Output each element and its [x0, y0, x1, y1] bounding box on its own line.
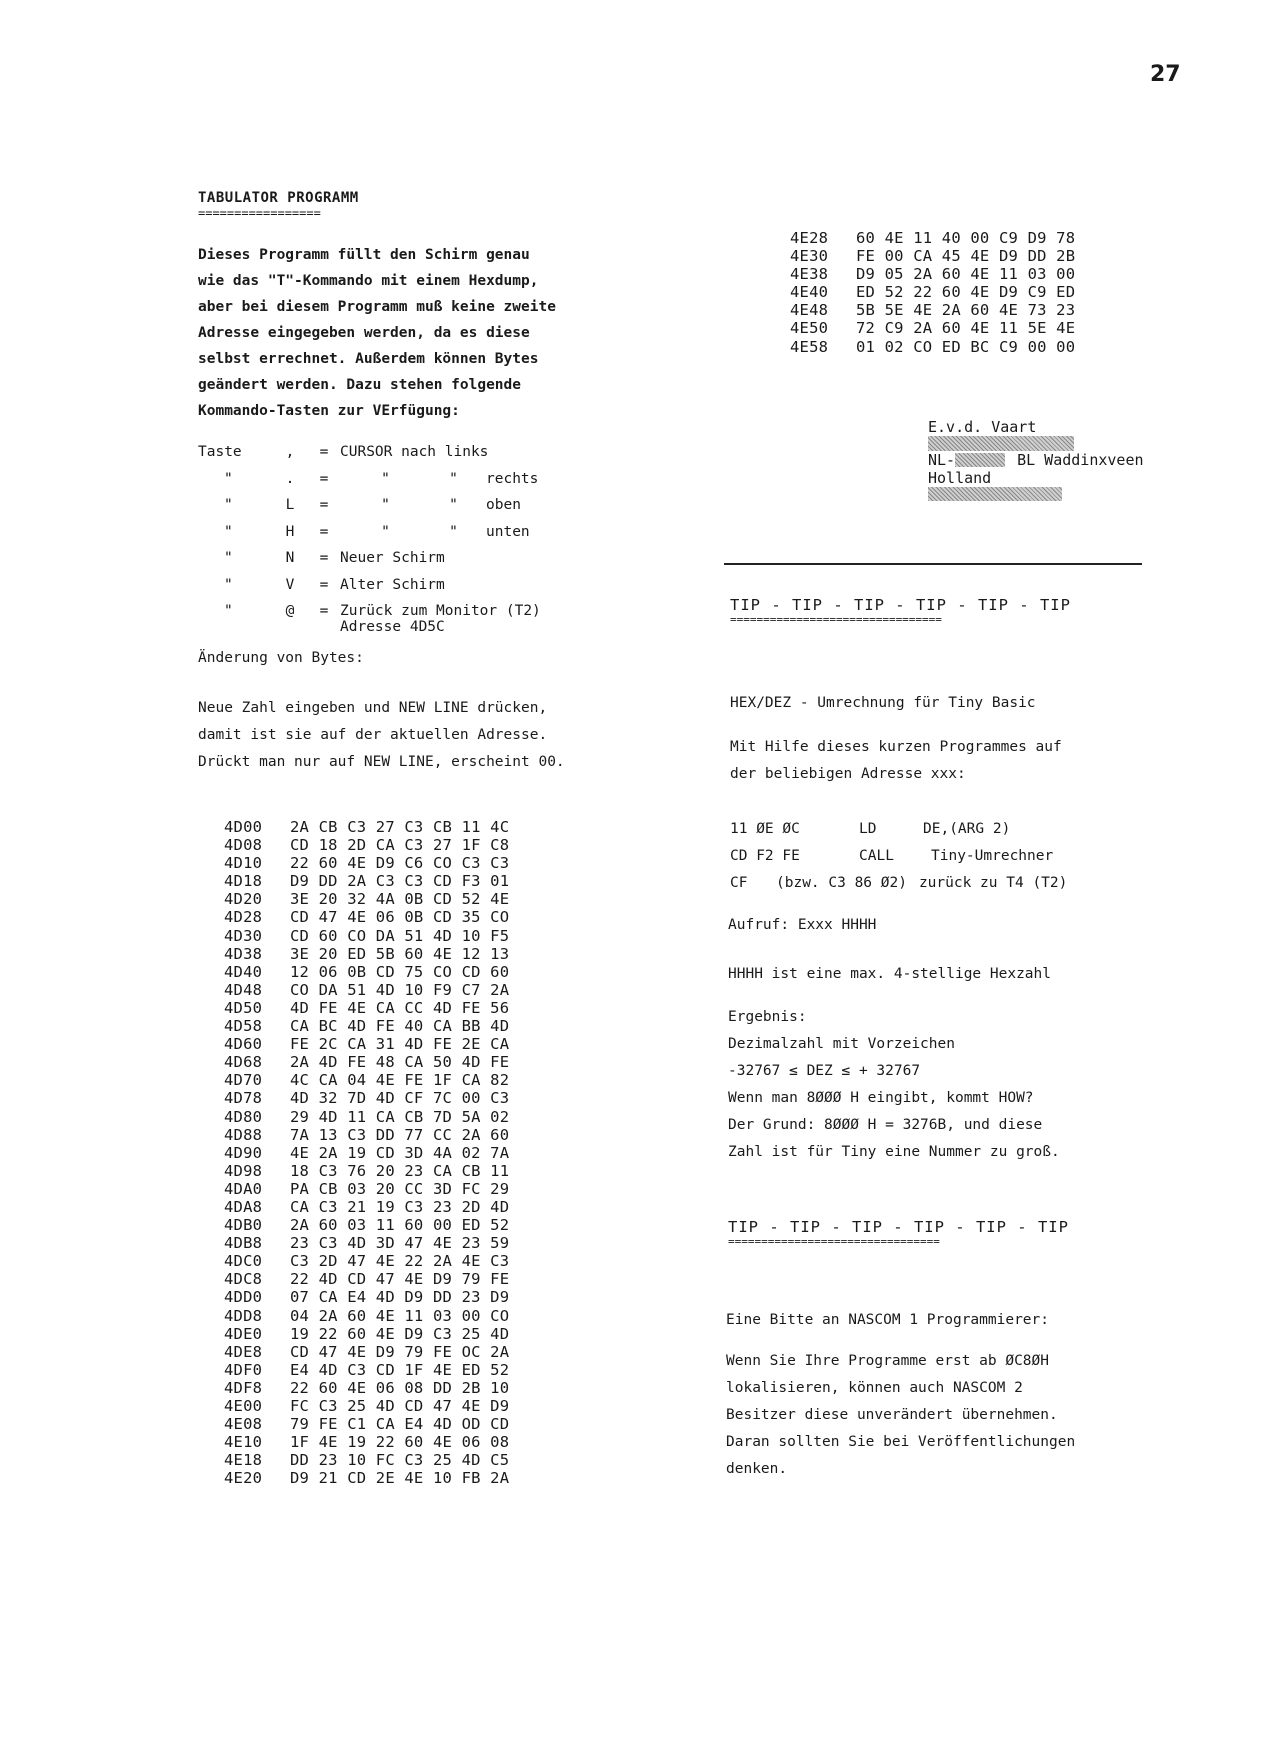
hex-dez-heading: HEX/DEZ - Umrechnung für Tiny Basic — [730, 695, 1036, 711]
key-desc: CURSOR nach links — [340, 444, 489, 460]
code-listing — [730, 816, 1067, 897]
key-desc: rechts — [486, 470, 539, 487]
author-signature — [928, 418, 1144, 501]
redaction-line — [928, 487, 1144, 501]
ditto-mark: " — [381, 523, 390, 540]
hexdump-row — [224, 981, 688, 999]
hex-bytes: 12 06 0B CD 75 CO CD 60 — [290, 962, 510, 981]
hex-address: 4E28 — [790, 229, 829, 247]
hexdump-row — [224, 1162, 688, 1180]
hex-bytes: 01 02 CO ED BC C9 00 00 — [856, 337, 1076, 356]
hex-bytes: 4D 32 7D 4D CF 7C 00 C3 — [290, 1089, 510, 1108]
listing-op: LD — [859, 821, 877, 837]
hex-address: 4E08 — [224, 1415, 263, 1434]
tip-banner — [730, 596, 1071, 626]
hex-bytes: 60 4E 11 40 00 C9 D9 78 — [856, 229, 1076, 247]
redacted-postcode — [955, 453, 1005, 467]
hexdump-row — [224, 1089, 688, 1107]
intro-line: geändert werden. Dazu stehen folgende — [198, 377, 522, 393]
ditto-mark: " — [449, 470, 458, 487]
address-line — [928, 451, 1144, 469]
hex-bytes: 22 60 4E 06 08 DD 2B 10 — [290, 1378, 510, 1397]
hexdump-row — [224, 1017, 688, 1035]
hexdump-row — [224, 1397, 688, 1415]
hex-address: 4E40 — [790, 283, 829, 302]
intro-line: Mit Hilfe dieses kurzen Programmes auf — [730, 739, 1062, 755]
hex-bytes: CA BC 4D FE 40 CA BB 4D — [290, 1017, 510, 1036]
hex-address: 4DD8 — [224, 1306, 263, 1325]
hex-address: 4E30 — [790, 247, 829, 266]
hex-bytes: D9 05 2A 60 4E 11 03 00 — [856, 265, 1076, 284]
hexdump-row — [224, 1252, 688, 1270]
hex-address: 4E48 — [790, 301, 829, 320]
hex-address: 4E50 — [790, 319, 829, 338]
listing-arg: zurück zu T4 (T2) — [918, 875, 1068, 891]
hex-address: 4DF8 — [224, 1378, 263, 1397]
key-desc-line: Zurück zum Monitor (T2) — [340, 603, 541, 619]
key-eq: = — [319, 576, 329, 593]
hex-address: 4D60 — [224, 1035, 263, 1054]
change-heading: Änderung von Bytes: — [198, 650, 364, 666]
hex-address: 4DC0 — [224, 1252, 263, 1271]
redacted-block — [928, 487, 1062, 501]
hexdump-row — [224, 945, 688, 963]
key-char: , — [285, 444, 295, 460]
hexdump-row — [790, 301, 1075, 319]
key-char: H — [285, 523, 295, 540]
ditto-mark: " — [224, 523, 233, 540]
hexdump-row — [224, 1198, 688, 1216]
hexdump-row — [224, 1343, 688, 1361]
hex-address: 4E00 — [224, 1397, 263, 1415]
ergebnis-heading: Ergebnis: — [728, 1009, 807, 1025]
hex-address: 4E20 — [224, 1469, 263, 1488]
hex-bytes: 79 FE C1 CA E4 4D OD CD — [290, 1415, 510, 1434]
bitte-line: Besitzer diese unverändert übernehmen. — [726, 1407, 1058, 1423]
hex-bytes: 1F 4E 19 22 60 4E 06 08 — [290, 1433, 510, 1452]
hexdump-row — [224, 999, 688, 1017]
hex-bytes: 07 CA E4 4D D9 DD 23 D9 — [290, 1288, 510, 1307]
key-desc: unten — [486, 523, 530, 540]
key-eq: = — [319, 444, 329, 460]
hex-bytes: 3E 20 ED 5B 60 4E 12 13 — [290, 944, 510, 963]
hexdump-row — [224, 1071, 688, 1089]
key-desc: Alter Schirm — [340, 576, 445, 593]
hexdump-row — [790, 229, 1075, 247]
hex-bytes: CO DA 51 4D 10 F9 C7 2A — [290, 980, 510, 999]
hex-address: 4D18 — [224, 872, 263, 891]
intro-line: aber bei diesem Programm muß keine zweite — [198, 299, 556, 315]
hex-address: 4DB0 — [224, 1216, 263, 1235]
tip-title: TIP - TIP - TIP - TIP - TIP - TIP — [728, 1218, 1069, 1236]
key-row — [198, 524, 688, 551]
hexdump-row — [224, 854, 688, 872]
intro-line: wie das "T"-Kommando mit einem Hexdump, — [198, 273, 539, 289]
hexdump-row — [224, 872, 688, 890]
ergebnis-line: Wenn man 8ØØØ H eingibt, kommt HOW? — [728, 1090, 1034, 1106]
hex-bytes: 7A 13 C3 DD 77 CC 2A 60 — [290, 1125, 510, 1144]
hexdump-row — [224, 1108, 688, 1126]
hex-address: 4DE0 — [224, 1324, 263, 1343]
hex-bytes: 22 4D CD 47 4E D9 79 FE — [290, 1270, 510, 1289]
key-char: . — [285, 470, 295, 487]
hex-address: 4D48 — [224, 980, 263, 999]
hex-address: 4DB8 — [224, 1234, 263, 1253]
hex-bytes: 72 C9 2A 60 4E 11 5E 4E — [856, 319, 1076, 338]
ergebnis-line: Zahl ist für Tiny eine Nummer zu groß. — [728, 1144, 1060, 1160]
hex-bytes: CD 18 2D CA C3 27 1F C8 — [290, 836, 510, 855]
ditto-mark: " — [224, 497, 233, 513]
listing-row — [730, 843, 1067, 870]
bitte-line: Daran sollten Sie bei Veröffentlichungen — [726, 1434, 1076, 1450]
hex-address: 4DA8 — [224, 1197, 263, 1216]
title-underline: ================= — [198, 206, 321, 220]
intro-line: der beliebigen Adresse xxx: — [730, 766, 966, 782]
hex-bytes: 18 C3 76 20 23 CA CB 11 — [290, 1161, 510, 1180]
hexdump-row — [790, 338, 1075, 356]
hexdump-row — [224, 1270, 688, 1288]
hexdump-row — [224, 1361, 688, 1379]
listing-op: CALL — [859, 848, 894, 864]
key-eq: = — [319, 497, 329, 513]
ditto-mark: " — [381, 470, 390, 487]
hexdump-row — [224, 1144, 688, 1162]
hexdump-row — [224, 1180, 688, 1198]
hexdump-row — [224, 908, 688, 926]
redaction-line — [928, 436, 1144, 451]
bitte-paragraph — [726, 1348, 1075, 1483]
hexdump-left — [224, 818, 688, 1487]
ditto-mark: " — [224, 603, 233, 619]
hex-bytes: FC C3 25 4D CD 47 4E D9 — [290, 1397, 510, 1415]
divider-line — [724, 563, 1142, 565]
ditto-mark: " — [224, 470, 233, 487]
key-row — [198, 550, 688, 577]
hexdump-row — [224, 1307, 688, 1325]
hexdump-row — [224, 836, 688, 854]
ditto-mark: " — [224, 576, 233, 593]
hexdump-row — [790, 283, 1075, 301]
key-char: @ — [285, 603, 295, 619]
key-desc — [340, 603, 541, 635]
aufruf-line: Aufruf: Exxx HHHH — [728, 917, 877, 933]
ergebnis-line: -32767 ≤ DEZ ≤ + 32767 — [728, 1063, 921, 1079]
intro-paragraph — [198, 242, 688, 424]
hex-bytes: 4D FE 4E CA CC 4D FE 56 — [290, 998, 510, 1017]
hexdump-row — [790, 265, 1075, 283]
hexdump-row — [224, 1234, 688, 1252]
hex-address: 4DA0 — [224, 1179, 263, 1198]
key-row — [198, 577, 688, 604]
ergebnis-line: Dezimalzahl mit Vorzeichen — [728, 1036, 955, 1052]
redacted-block — [928, 436, 1074, 451]
section-title: TABULATOR PROGRAMM — [198, 190, 359, 206]
hex-bytes: 04 2A 60 4E 11 03 00 CO — [290, 1306, 510, 1325]
hex-bytes: CD 47 4E 06 0B CD 35 CO — [290, 908, 510, 927]
hex-bytes: C3 2D 47 4E 22 2A 4E C3 — [290, 1252, 510, 1271]
hex-dez-intro — [730, 734, 1062, 788]
hex-bytes: 4E 2A 19 CD 3D 4A 02 7A — [290, 1143, 510, 1162]
ditto-mark: " — [381, 497, 390, 513]
hexdump-row — [790, 247, 1075, 265]
hex-bytes: FE 00 CA 45 4E D9 DD 2B — [856, 247, 1076, 266]
intro-line: Kommando-Tasten zur VErfügung: — [198, 403, 460, 419]
key-char: N — [285, 550, 295, 566]
listing-row — [730, 870, 1067, 897]
tip-underline: ================================ — [730, 613, 942, 626]
hex-bytes: 5B 5E 4E 2A 60 4E 73 23 — [856, 301, 1076, 320]
key-eq: = — [319, 603, 329, 619]
key-eq: = — [319, 470, 329, 487]
ergebnis-paragraph — [728, 1031, 1060, 1166]
hexdump-row — [224, 963, 688, 981]
key-eq: = — [319, 523, 329, 540]
listing-arg: Tiny-Umrechner — [931, 848, 1054, 864]
hex-bytes: 23 C3 4D 3D 47 4E 23 59 — [290, 1234, 510, 1253]
hex-address: 4D20 — [224, 890, 263, 909]
hex-bytes: D9 21 CD 2E 4E 10 FB 2A — [290, 1469, 510, 1488]
tip-underline: ================================ — [728, 1235, 940, 1248]
hex-address: 4D40 — [224, 962, 263, 981]
hex-bytes: 2A 60 03 11 60 00 ED 52 — [290, 1216, 510, 1235]
change-paragraph — [198, 695, 688, 776]
hex-address: 4D38 — [224, 944, 263, 963]
hex-bytes: ED 52 22 60 4E D9 C9 ED — [856, 283, 1076, 302]
hex-address: 4D10 — [224, 854, 263, 873]
hex-bytes: 29 4D 11 CA CB 7D 5A 02 — [290, 1107, 510, 1126]
hex-bytes: PA CB 03 20 CC 3D FC 29 — [290, 1179, 510, 1198]
country: Holland — [928, 469, 992, 487]
hex-address: 4DF0 — [224, 1360, 263, 1379]
hex-address: 4E18 — [224, 1451, 263, 1470]
hex-address: 4D58 — [224, 1017, 263, 1036]
hex-bytes: FE 2C CA 31 4D FE 2E CA — [290, 1035, 510, 1054]
hex-bytes: CD 47 4E D9 79 FE OC 2A — [290, 1342, 510, 1361]
hexdump-row — [224, 1035, 688, 1053]
bitte-line: Wenn Sie Ihre Programme erst ab ØC8ØH — [726, 1353, 1050, 1369]
hexdump-row — [224, 1053, 688, 1071]
key-label: Taste — [198, 444, 242, 460]
hex-bytes: 3E 20 32 4A 0B CD 52 4E — [290, 890, 510, 909]
key-char: V — [285, 576, 295, 593]
hexdump-row — [224, 1433, 688, 1451]
left-column — [198, 190, 688, 1487]
hex-address: 4DC8 — [224, 1270, 263, 1289]
intro-line: Adresse eingegeben werden, da es diese — [198, 325, 530, 341]
change-line: Drückt man nur auf NEW LINE, erscheint 00. — [198, 754, 565, 770]
listing-arg: DE,(ARG 2) — [923, 821, 1011, 837]
hex-address: 4E58 — [790, 337, 829, 356]
key-desc: Neuer Schirm — [340, 550, 445, 566]
hex-bytes: 2A CB C3 27 C3 CB 11 4C — [290, 818, 510, 836]
hex-bytes: CA C3 21 19 C3 23 2D 4D — [290, 1197, 510, 1216]
hex-address: 4DD0 — [224, 1288, 263, 1307]
key-row — [198, 471, 688, 498]
hexdump-row — [224, 1325, 688, 1343]
tip-title: TIP - TIP - TIP - TIP - TIP - TIP — [730, 596, 1071, 614]
tip-banner-2 — [728, 1218, 1069, 1248]
hex-address: 4D68 — [224, 1053, 263, 1072]
hex-bytes: 19 22 60 4E D9 C3 25 4D — [290, 1324, 510, 1343]
hhhh-line: HHHH ist eine max. 4-stellige Hexzahl — [728, 966, 1052, 982]
hexdump-row — [224, 1415, 688, 1433]
listing-code: 11 ØE ØC — [730, 821, 800, 837]
hex-address: 4D78 — [224, 1089, 263, 1108]
hex-address: 4D00 — [224, 818, 263, 836]
intro-line: selbst errechnet. Außerdem können Bytes — [198, 351, 539, 367]
key-eq: = — [319, 550, 329, 566]
ditto-mark: " — [449, 523, 458, 540]
hex-address: 4D70 — [224, 1071, 263, 1090]
hexdump-row — [224, 818, 688, 836]
hex-address: 4E38 — [790, 265, 829, 284]
hexdump-row — [224, 1216, 688, 1234]
hex-bytes: DD 23 10 FC C3 25 4D C5 — [290, 1451, 510, 1470]
hexdump-row — [224, 890, 688, 908]
address-town: BL Waddinxveen — [1017, 451, 1144, 469]
hexdump-row — [224, 1288, 688, 1306]
listing-code: CD F2 FE — [730, 848, 800, 864]
hex-bytes: 22 60 4E D9 C6 CO C3 C3 — [290, 854, 510, 873]
hex-address: 4D30 — [224, 926, 263, 945]
hex-address: 4D98 — [224, 1161, 263, 1180]
hexdump-row — [224, 1126, 688, 1144]
hex-bytes: D9 DD 2A C3 C3 CD F3 01 — [290, 872, 510, 891]
hex-address: 4D88 — [224, 1125, 263, 1144]
ergebnis-line: Der Grund: 8ØØØ H = 3276B, und diese — [728, 1117, 1043, 1133]
hexdump-right — [790, 229, 1075, 356]
hex-address: 4D80 — [224, 1107, 263, 1126]
bitte-heading: Eine Bitte an NASCOM 1 Programmierer: — [726, 1312, 1050, 1328]
listing-code: CF — [730, 875, 748, 891]
key-row — [198, 603, 688, 643]
key-desc: oben — [486, 497, 521, 513]
key-desc-line: Adresse 4D5C — [340, 619, 445, 635]
key-row — [198, 444, 688, 471]
hex-address: 4D90 — [224, 1143, 263, 1162]
hex-bytes: 2A 4D FE 48 CA 50 4D FE — [290, 1053, 510, 1072]
address-prefix: NL- — [928, 451, 956, 469]
hexdump-row — [224, 927, 688, 945]
hex-bytes: CD 60 CO DA 51 4D 10 F5 — [290, 926, 510, 945]
listing-row — [730, 816, 1067, 843]
bitte-line: lokalisieren, können auch NASCOM 2 — [726, 1380, 1023, 1396]
change-line: Neue Zahl eingeben und NEW LINE drücken, — [198, 700, 548, 716]
ditto-mark: " — [449, 497, 458, 513]
hexdump-row — [224, 1379, 688, 1397]
key-table — [198, 444, 688, 643]
change-line: damit ist sie auf der aktuellen Adresse. — [198, 727, 548, 743]
hexdump-row — [224, 1469, 688, 1487]
hex-address: 4D08 — [224, 836, 263, 855]
ditto-mark: " — [224, 550, 233, 566]
hex-bytes: E4 4D C3 CD 1F 4E ED 52 — [290, 1360, 510, 1379]
hex-address: 4D28 — [224, 908, 263, 927]
hexdump-row — [790, 319, 1075, 337]
key-char: L — [285, 497, 295, 513]
hex-bytes: 4C CA 04 4E FE 1F CA 82 — [290, 1071, 510, 1090]
author-name: E.v.d. Vaart — [928, 418, 1037, 436]
hexdump-row — [224, 1451, 688, 1469]
hex-address: 4E10 — [224, 1433, 263, 1452]
bitte-line: denken. — [726, 1461, 788, 1477]
page-number: 27 — [1150, 62, 1181, 87]
hex-address: 4DE8 — [224, 1342, 263, 1361]
intro-line: Dieses Programm füllt den Schirm genau — [198, 247, 530, 263]
hex-address: 4D50 — [224, 998, 263, 1017]
listing-op: (bzw. C3 86 Ø2) — [776, 875, 907, 891]
key-row — [198, 497, 688, 524]
